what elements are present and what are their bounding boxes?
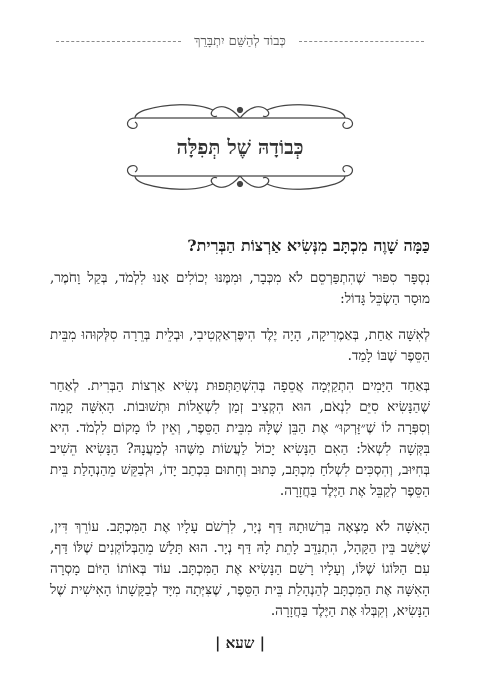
page-number: | שעא | <box>214 634 266 652</box>
paragraph: נִסְפָּר סִפּוּר שֶׁהִתְפַּרְסֵם לֹא מִכְּבָר, וּמִמֶּנּוּ יְכוֹלִים אָנוּ לִלְמֹד, בְּקַל וָחֹמֶר, מוּסָר הַשְׂכֵּל גָּדוֹל: <box>50 270 430 307</box>
paragraph: בְּאַחַד הַיָּמִים הִתְקַיְּמָה אֲסֵפָה בְּהִשְׁתַּתְּפוּת נְשִׂיא אַרְצוֹת הַבְּרִית. לְאַחַר שֶׁהַנָּשִׂיא סִיֵּם לִנְאֹם, הוּא הִקְצִיב זְמַן לִשְׁאֵלוֹת וּתְשׁוּבוֹת. הָאִשָּׁה קָמָה וְסִפְּרָה לוֹ שֶׁ״זָּרְקוּ״ אֶת הַבֵּן שֶׁלָּהּ מִבֵּית הַסֵּפֶר, וְאֵין לוֹ מָקוֹם לִלְמֹד. הִיא בִּקְּשָׁה לִשְׁאֹל: הַאִם הַנָּשִׂיא יָכוֹל לַעֲשׂוֹת מַשֶּׁהוּ לְמַעֲנָהּ? הַנָּשִׂיא הֵשִׁיב בְּחִיּוּב, וְהִסְכִּים לִשְׁלֹחַ מִכְתָּב, כָּתוּב וְחָתוּם בִּכְתַב יָדוֹ, וּלְבַקֵּשׁ מֵהַנְהָלַת בֵּית הַסֵּפֶר לְקַבֵּל אֶת הַיֶּלֶד בַּחֲזָרָה. <box>50 378 430 499</box>
running-header <box>56 30 424 54</box>
chapter-ornament-frame <box>125 100 355 194</box>
header-rule-left <box>56 41 181 42</box>
paragraph: הָאִשָּׁה לֹא מָצְאָה בִּרְשׁוּתָהּ דַּף נְיָר, לִרְשֹׁם עָלָיו אֶת הַמִּכְתָּב. עוֹרֵךְ דִּין, שֶׁיָּשַׁב בֵּין הַקָּהָל, הִתְנַדֵּב לָתֵת לָהּ דַּף נְיָר. הוּא תָּלַשׁ מֵהַבְּלוֹקְנִים שֶׁלּוֹ דַּף, עִם הַלּוֹגוֹ שֶׁלּוֹ, וְעָלָיו רָשַׁם הַנָּשִׂיא אֶת הַמִּכְתָּב. עוֹד בְּאוֹתוֹ הַיּוֹם מָסְרָה הָאִשָּׁה אֶת הַמִּכְתָּב לְהַנְהָלַת בֵּית הַסֵּפֶר, שֶׁצִּיְּתָה מִיָּד לְבַקָּשָׁתוֹ הָאִישִׁית שֶׁל הַנָּשִׂיא, וְקִבְּלוּ אֶת הַיֶּלֶד בַּחֲזָרָה. <box>50 519 430 619</box>
running-header-title: כְּבוֹד לְהַשֵּׁם יִתְבָּרֵךְ <box>194 34 286 49</box>
paragraph: לְאִשָּׁה אַחַת, בְּאַמֶרִיקָה, הָיָה יֶלֶד הִיפֶּרְאַקְטִיבִי, וּבְלֵית בְּרֵרָה סִלְּקוּהוּ מִבֵּית הַסֵּפֶר שֶׁבּוֹ לָמַד. <box>50 327 430 364</box>
chapter-title: כְּבוֹדָהּ שֶׁל תְּפִלָּה <box>176 135 304 159</box>
section-heading: כַּמָּה שָׁוֶה מִכְתָּב מִנְּשִׂיא אַרְצוֹת הַבְּרִית? <box>187 236 430 255</box>
